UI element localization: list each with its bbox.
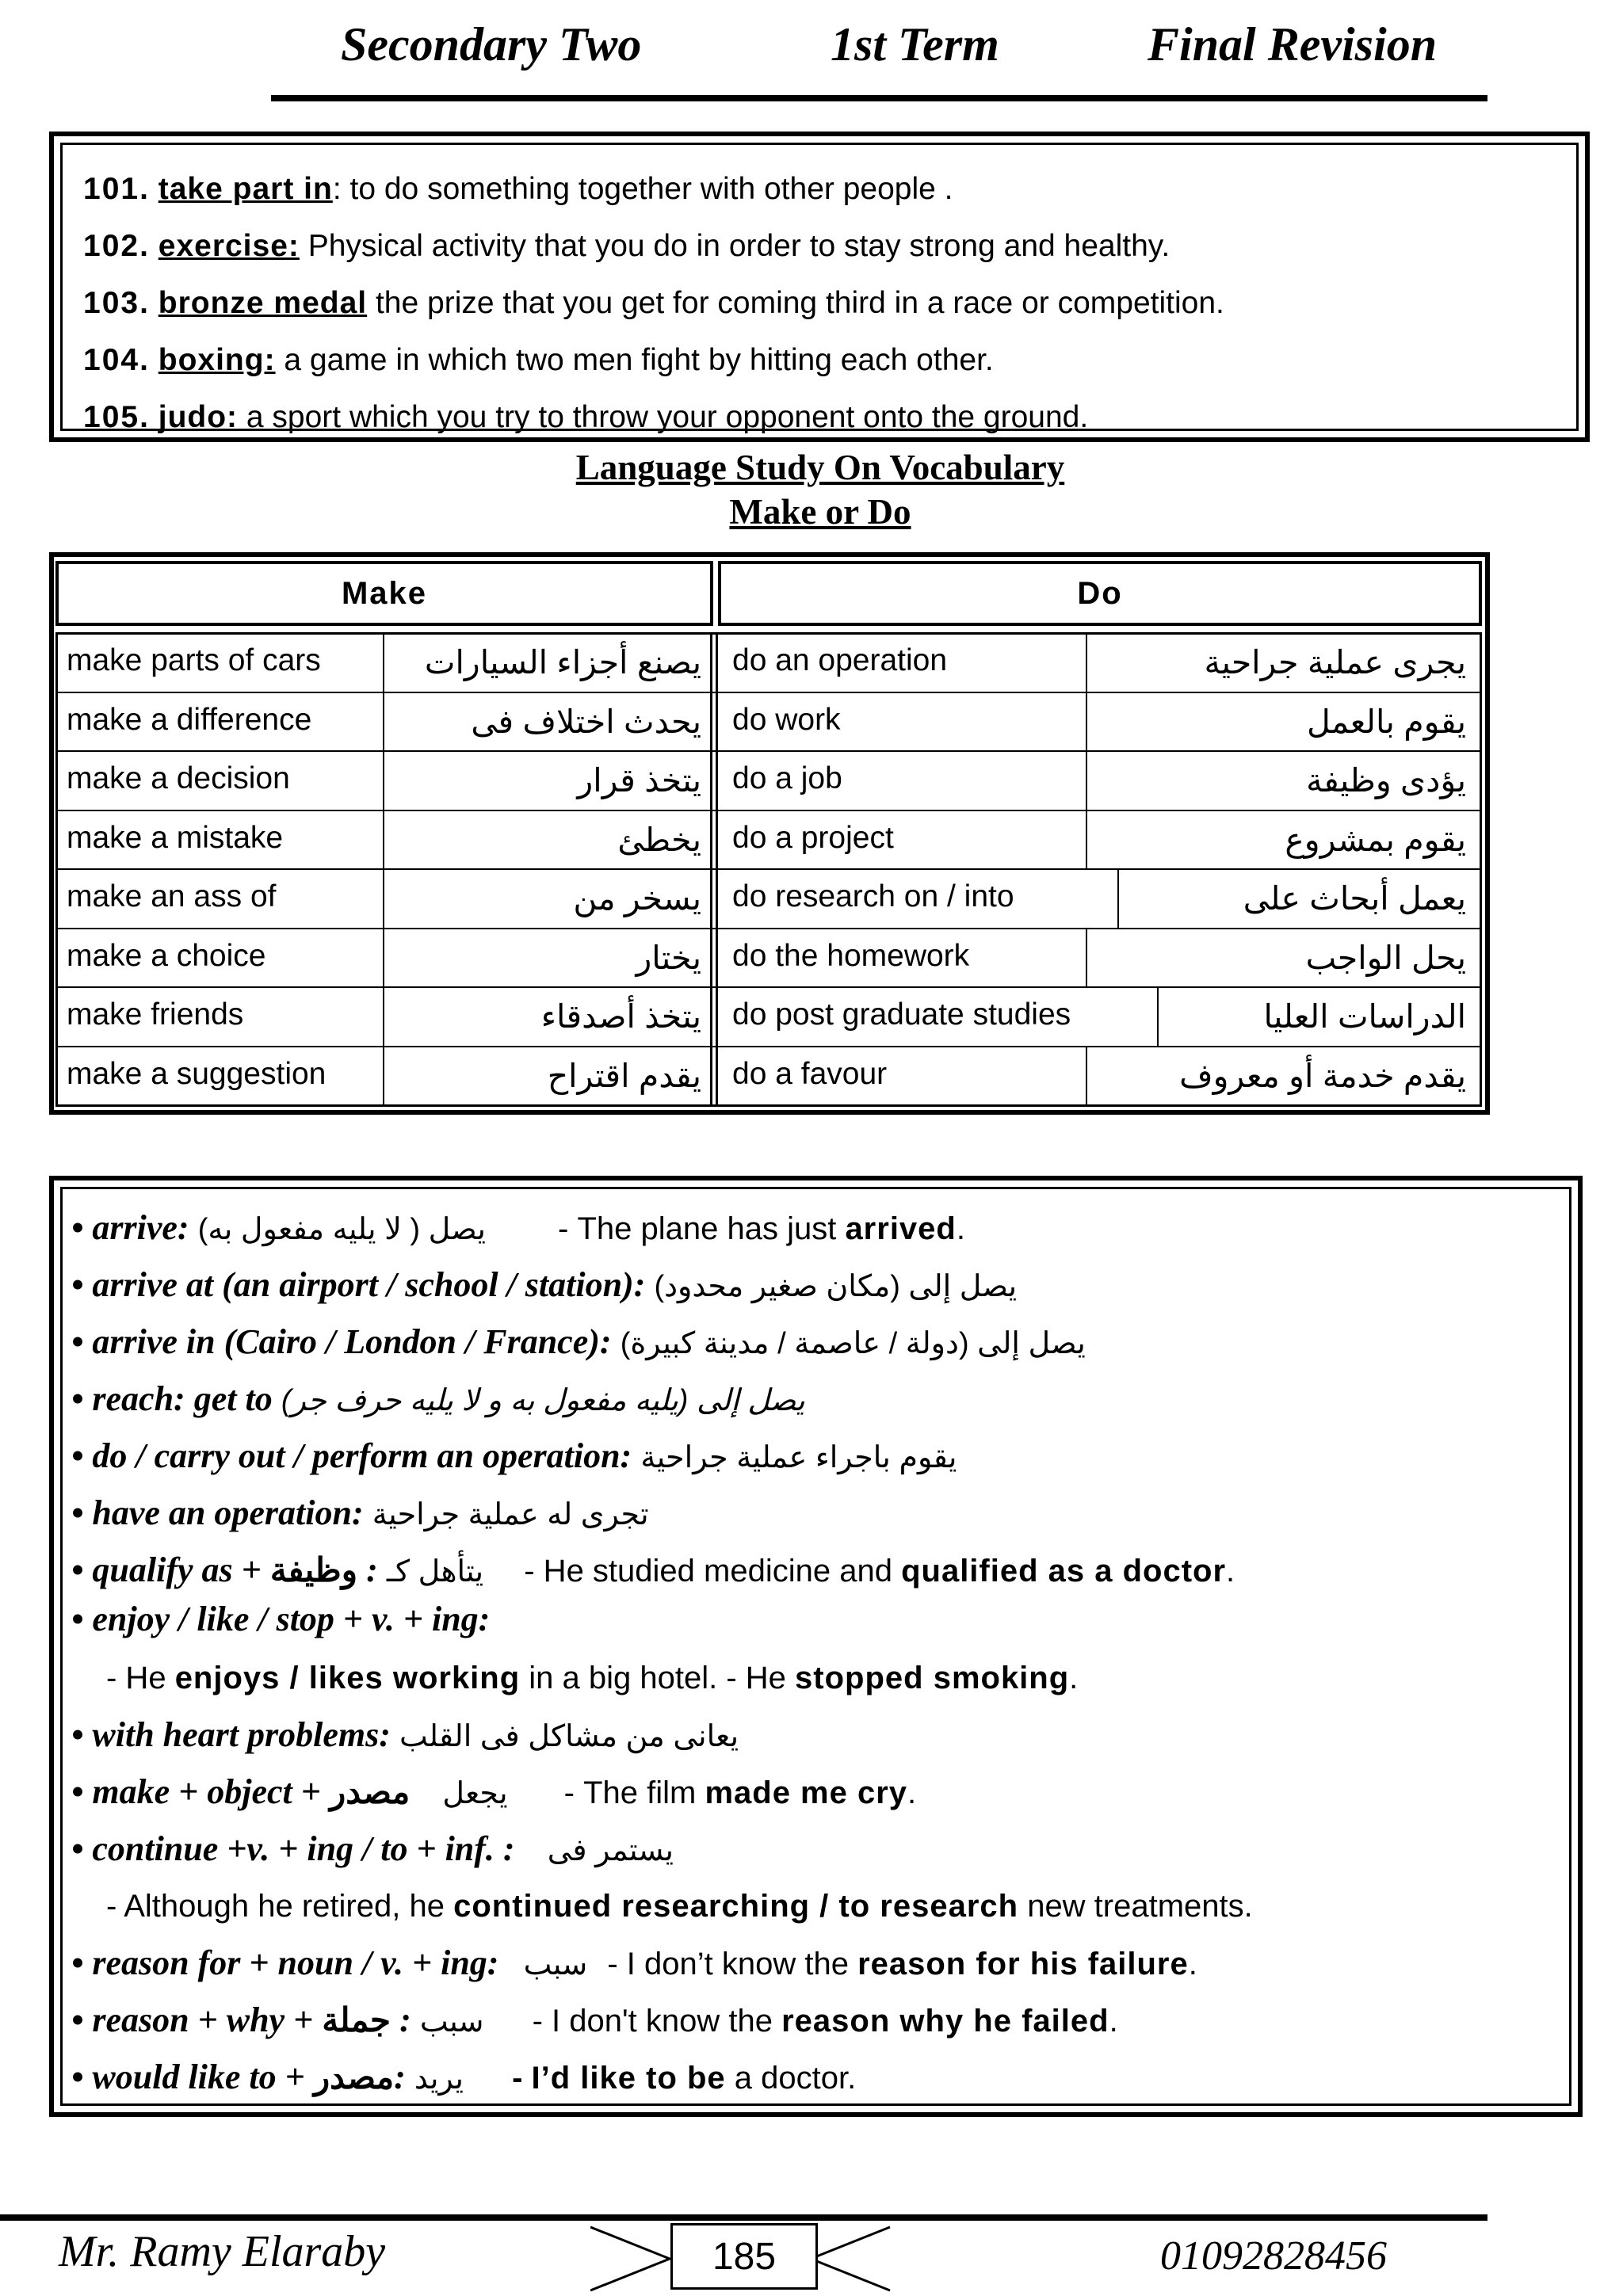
note-arrive-in: • arrive in (Cairo / London / France): يصل إلى (دولة / عاصمة / مدينة كبيرة) <box>71 1322 1086 1361</box>
do-header: Do <box>718 561 1482 626</box>
note-continue-example: - Although he retired, he continued researching / to research new treatments. <box>106 1889 1253 1924</box>
do-translation: يقوم بمشروع <box>1285 821 1466 858</box>
definition-105: 105. judo: a sport which you try to throw your opponent onto the ground. <box>83 400 1089 434</box>
do-phrase: do a favour <box>732 1056 888 1091</box>
make-phrase: make parts of cars <box>67 643 321 677</box>
do-column-divider <box>1157 986 1159 1046</box>
make-phrase: make a choice <box>67 938 266 973</box>
note-enjoy-example: - He enjoys / likes working in a big hotel. - He stopped smoking. <box>106 1661 1079 1695</box>
footer-phone: 01092828456 <box>1160 2233 1387 2279</box>
note-arrive-at: • arrive at (an airport / school / station): يصل إلى (مكان صغير محدود) <box>71 1265 1018 1304</box>
do-phrase: do research on / into <box>732 879 1014 913</box>
table-row-divider <box>55 750 1482 752</box>
table-row-divider <box>55 1046 1482 1047</box>
note-reason-why: • reason + why + سبب : جملة - I don't know the reason why he failed. <box>71 2000 1118 2039</box>
note-enjoy: • enjoy / like / stop + v. + ing: <box>71 1600 491 1638</box>
table-row-divider <box>55 986 1482 988</box>
do-column-divider <box>1086 810 1087 869</box>
header-rule <box>271 95 1487 101</box>
do-phrase: do post graduate studies <box>732 997 1071 1032</box>
make-phrase: make friends <box>67 997 244 1032</box>
make-translation: يخطئ <box>617 821 701 858</box>
make-translation: يتخذ أصدقاء <box>540 998 701 1035</box>
note-heart-problems: • with heart problems: يعانى من مشاكل فى القلب <box>71 1715 739 1754</box>
definitions-box <box>49 132 1590 442</box>
make-phrase: make a decision <box>67 761 290 795</box>
do-column-divider <box>1117 868 1119 928</box>
footer-rule <box>0 2214 1487 2221</box>
do-translation: يعمل أبحاث على <box>1243 880 1466 917</box>
do-column-divider <box>1086 1046 1087 1105</box>
make-translation: يحدث اختلاف فى <box>471 703 701 740</box>
make-translation: يقدم اقتراح <box>547 1057 701 1094</box>
do-phrase: do work <box>732 702 841 737</box>
note-reach: • reach: get to يصل إلى (يليه مفعول به و لا يليه حرف جر) <box>71 1379 805 1418</box>
do-column-divider <box>1086 750 1087 810</box>
definition-103: 103. bronze medal the prize that you get for coming third in a race or competition. <box>83 286 1224 320</box>
make-phrase: make a difference <box>67 702 312 737</box>
do-phrase: do a job <box>732 761 842 795</box>
table-row-divider <box>55 692 1482 693</box>
make-phrase: make a suggestion <box>67 1056 327 1091</box>
do-phrase: do the homework <box>732 938 970 973</box>
make-phrase: make a mistake <box>67 820 284 855</box>
note-arrive: • arrive: يصل ( لا يليه مفعول به) - The plane has just arrived. <box>71 1208 965 1247</box>
do-translation: يؤدى وظيفة <box>1306 762 1466 799</box>
section-subtitle: Make or Do <box>729 492 911 532</box>
do-phrase: do an operation <box>732 643 948 677</box>
make-header: Make <box>55 561 713 626</box>
section-title: Language Study On Vocabulary <box>575 448 1065 487</box>
definition-104: 104. boxing: a game in which two men fight by hitting each other. <box>83 343 994 377</box>
definition-101: 101. take part in: to do something together with other people . <box>83 172 953 206</box>
do-translation: الدراسات العليا <box>1263 998 1466 1035</box>
do-phrase: do a project <box>732 820 894 855</box>
make-phrase: make an ass of <box>67 879 277 913</box>
table-top-border <box>55 632 1482 635</box>
do-translation: يقوم بالعمل <box>1306 703 1466 740</box>
table-row-divider <box>55 928 1482 929</box>
do-translation: يقدم خدمة أو معروف <box>1179 1057 1466 1094</box>
do-translation: يحل الواجب <box>1305 939 1466 976</box>
header-title-right: Final Revision <box>1148 18 1438 71</box>
table-bottom-border <box>55 1104 1482 1107</box>
header-title-center: 1st Term <box>831 18 999 71</box>
make-translation: يختار <box>636 939 701 976</box>
do-column-divider <box>1086 928 1087 987</box>
make-translation: يتخذ قرار <box>577 762 701 799</box>
make-translation: يصنع أجزاء السيارات <box>424 644 701 681</box>
note-have-operation: • have an operation: تجرى له عملية جراحية <box>71 1493 649 1532</box>
do-column-divider <box>1086 692 1087 751</box>
note-continue: • continue +v. + ing / to + inf. : يستمر فى <box>71 1829 674 1868</box>
table-row-divider <box>55 868 1482 870</box>
do-translation: يجرى عملية جراحية <box>1204 644 1466 681</box>
header-title-left: Secondary Two <box>341 18 642 71</box>
footer-author: Mr. Ramy Elaraby <box>59 2227 386 2276</box>
note-would-like: • would like to + يريد :مصدر - I’d like to be a doctor. <box>71 2058 857 2096</box>
make-translation: يسخر من <box>573 880 701 917</box>
note-reason-for: • reason for + noun / v. + ing: سبب - I don’t know the reason for his failure. <box>71 1943 1197 1982</box>
page-number: 185 <box>670 2223 818 2290</box>
note-do-operation: • do / carry out / perform an operation: يقوم باجراء عملية جراحية <box>71 1436 957 1475</box>
note-make-object: • make + object + يجعل مصدر - The film made me cry. <box>71 1772 917 1811</box>
definition-102: 102. exercise: Physical activity that you do in order to stay strong and healthy. <box>83 229 1170 263</box>
do-column-divider <box>1086 632 1087 692</box>
note-qualify: • qualify as + يتأهل كـ : وظيفة - He studied medicine and qualified as a doctor. <box>71 1550 1235 1589</box>
table-row-divider <box>55 810 1482 811</box>
